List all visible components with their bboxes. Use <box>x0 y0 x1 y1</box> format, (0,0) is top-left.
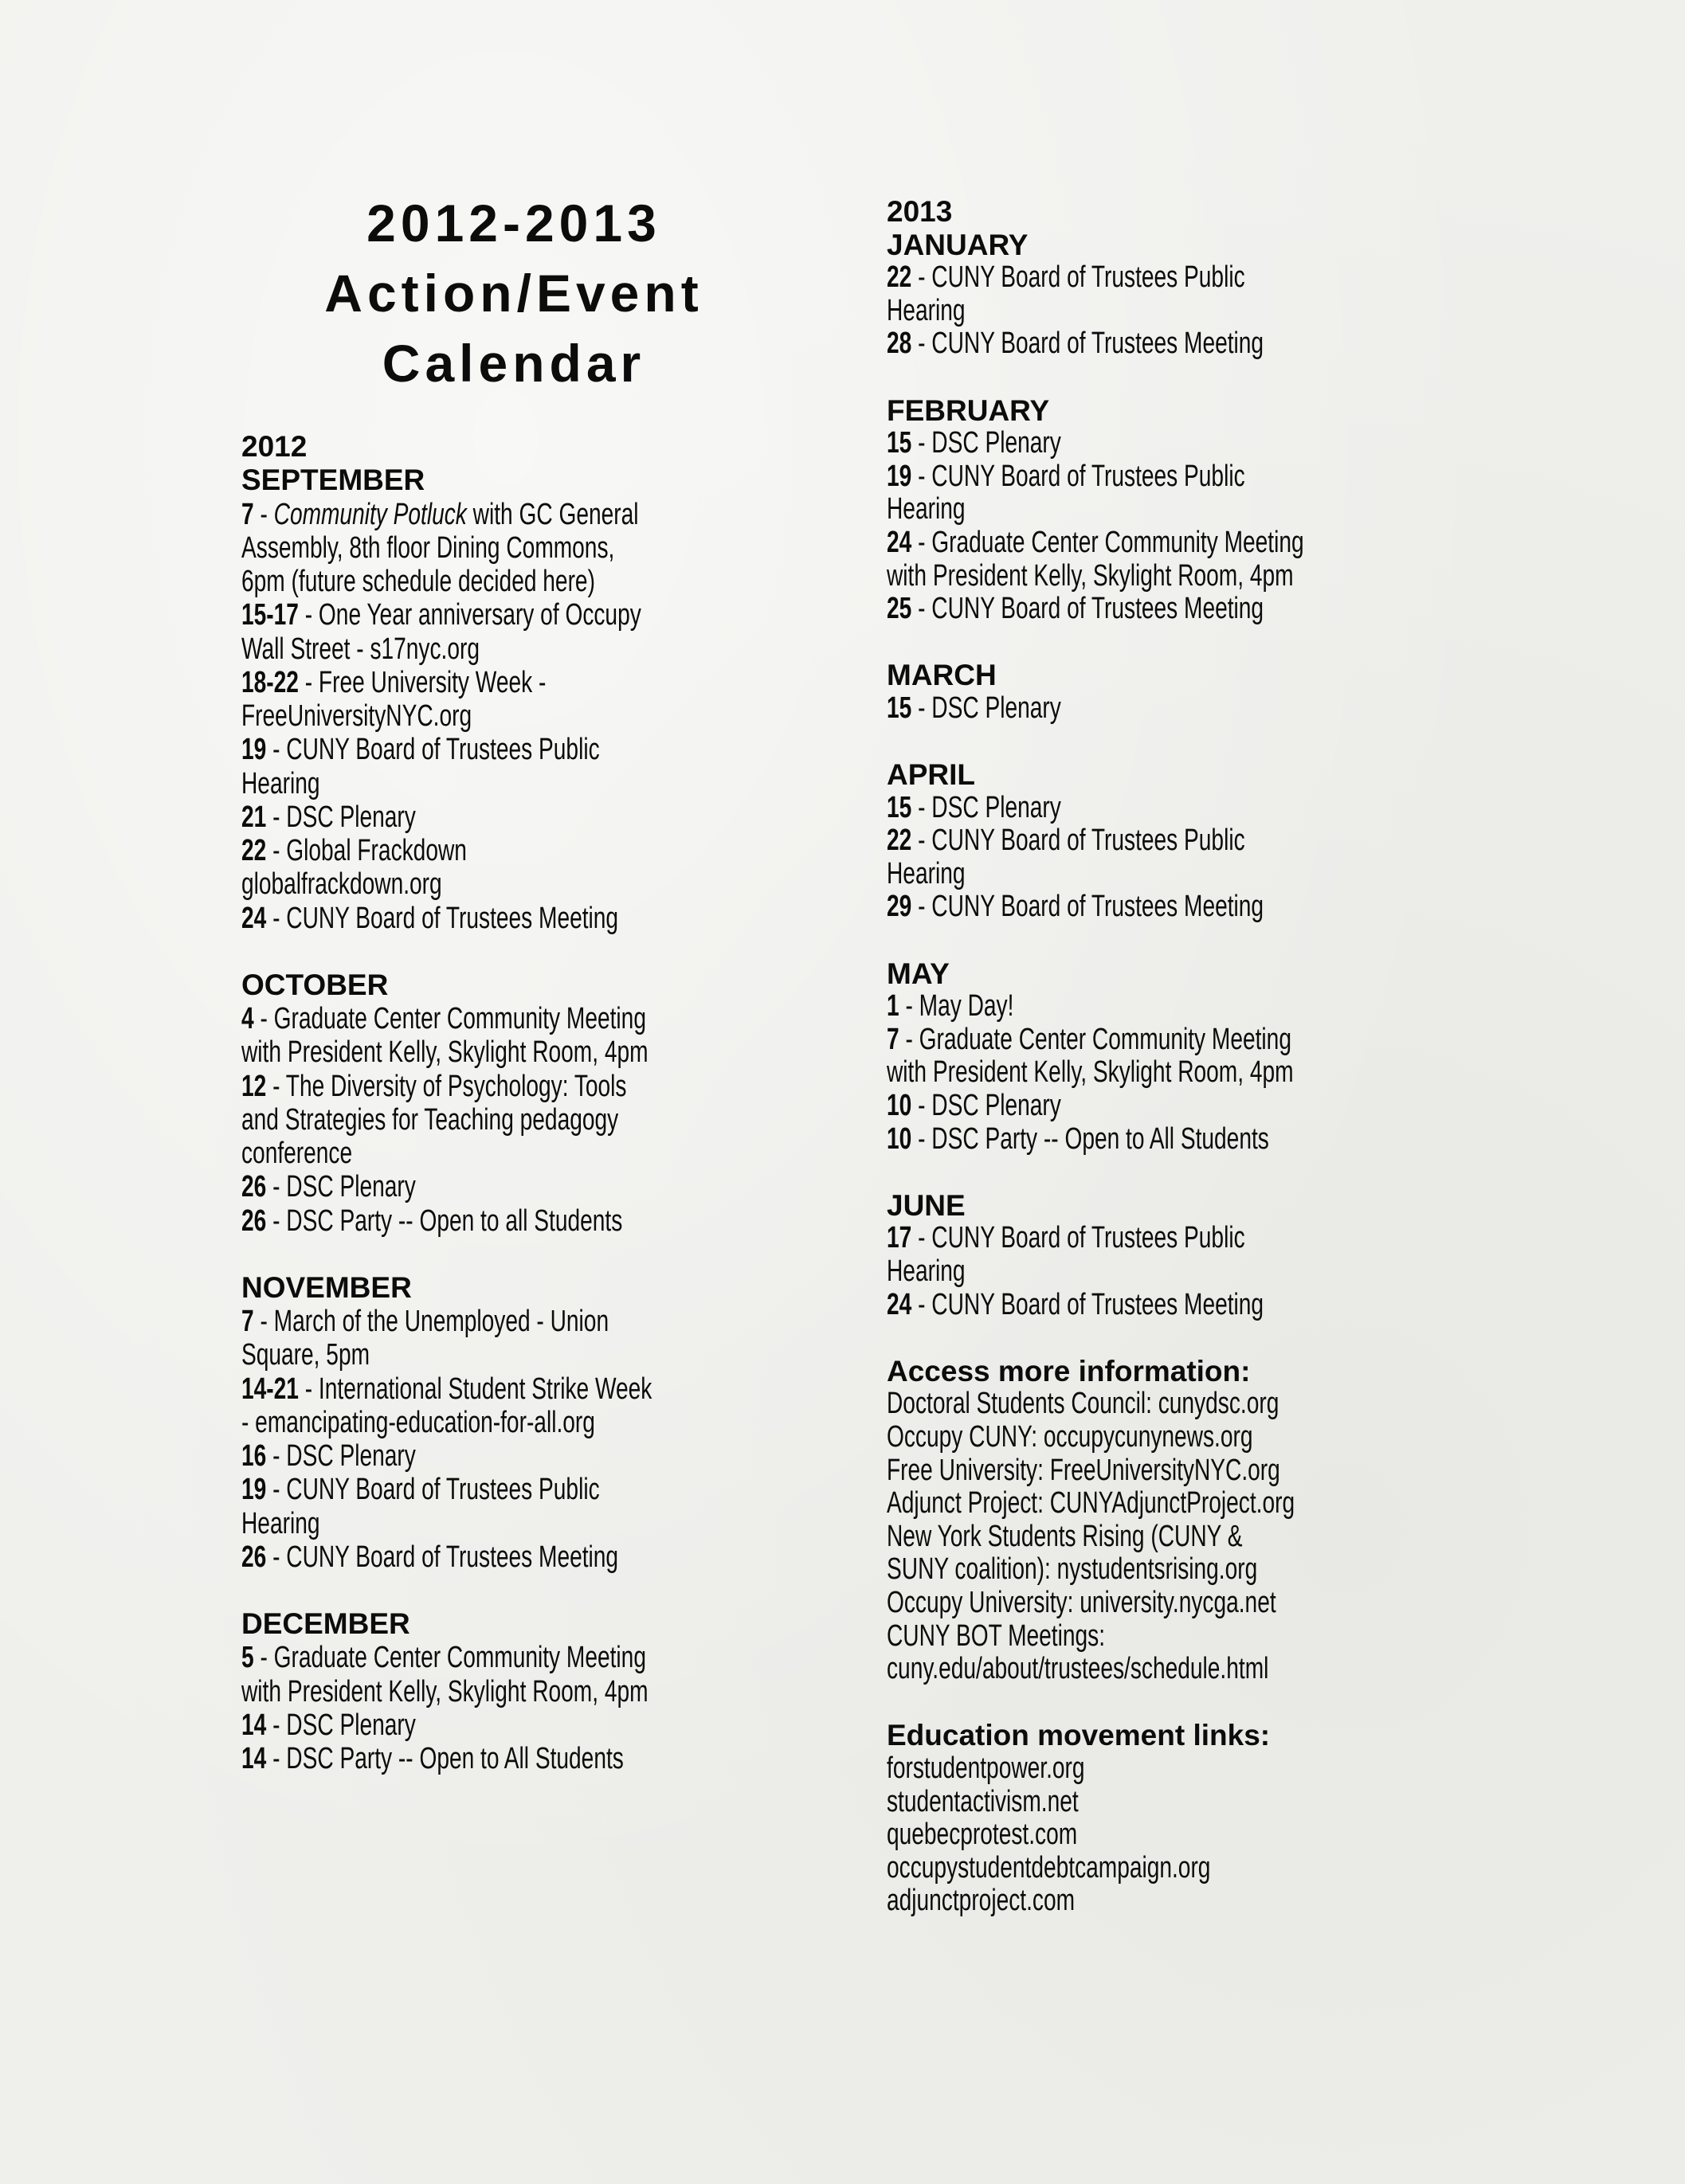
month-heading-september: SEPTEMBER <box>241 464 425 497</box>
month-heading-june: JUNE <box>887 1188 966 1222</box>
month-heading-april: APRIL <box>887 758 975 792</box>
event-nov-7: 7 - March of the Unemployed - Union Square, 5pm <box>241 1305 609 1372</box>
event-sep-21: 21 - DSC Plenary <box>241 800 416 834</box>
event-date: 12 <box>241 1069 267 1103</box>
access-info-list <box>887 1388 1572 1685</box>
year-heading-2013: 2013 <box>887 195 953 228</box>
education-link: occupystudentdebtcampaign.org <box>887 1850 1211 1885</box>
event-date: 10 <box>887 1089 912 1123</box>
event-date: 29 <box>887 890 912 924</box>
access-info-heading: Access more information: <box>887 1354 1251 1388</box>
education-links-heading: Education movement links: <box>887 1719 1271 1752</box>
education-link: adjunctproject.com <box>887 1884 1076 1918</box>
event-date: 10 <box>887 1121 912 1156</box>
event-date: 14 <box>241 1742 267 1775</box>
event-date: 15 <box>887 426 912 460</box>
event-date: 7 <box>241 497 254 531</box>
education-link: quebecprotest.com <box>887 1818 1078 1852</box>
year-heading-2012: 2012 <box>241 430 308 463</box>
event-date: 26 <box>241 1204 267 1238</box>
event-sep-7: 7 - Community Potluck with GC General Assembly, 8th floor Dining Commons, 6pm (future schedule decided here) <box>241 497 639 598</box>
event-date: 19 <box>241 733 267 767</box>
event-may-7: 7 - Graduate Center Community Meeting with President Kelly, Skylight Room, 4pm <box>887 1022 1294 1090</box>
education-links-list <box>887 1752 1572 1918</box>
event-oct-26-party: 26 - DSC Party -- Open to all Students <box>241 1204 623 1238</box>
title-action-event: Action/Event <box>324 264 703 323</box>
event-oct-26-plenary: 26 - DSC Plenary <box>241 1170 416 1204</box>
event-date: 21 <box>241 800 267 834</box>
month-heading-november: NOVEMBER <box>241 1270 412 1304</box>
month-heading-february: FEBRUARY <box>887 393 1050 427</box>
event-sep-22: 22 - Global Frackdown globalfrackdown.org <box>241 834 467 902</box>
event-date: 24 <box>887 525 912 559</box>
event-sep-24: 24 - CUNY Board of Trustees Meeting <box>241 901 619 935</box>
event-jan-28: 28 - CUNY Board of Trustees Meeting <box>887 327 1264 361</box>
event-sep-19: 19 - CUNY Board of Trustees Public Hearing <box>241 733 600 800</box>
event-dec-14-party: 14 - DSC Party -- Open to All Students <box>241 1742 624 1775</box>
event-feb-15: 15 - DSC Plenary <box>887 426 1061 460</box>
month-heading-january: JANUARY <box>887 228 1029 261</box>
event-date: 15 <box>887 790 912 824</box>
event-date: 22 <box>241 834 267 867</box>
access-info-line: Doctoral Students Council: cunydsc.org <box>887 1387 1279 1421</box>
event-date: 17 <box>887 1221 912 1255</box>
education-link: forstudentpower.org <box>887 1751 1085 1785</box>
event-date: 15 <box>887 691 912 725</box>
event-date: 19 <box>241 1473 267 1507</box>
event-sep-18-22: 18-22 - Free University Week - FreeUniversityNYC.org <box>241 665 547 733</box>
access-info-line: Occupy University: university.nycga.net <box>887 1585 1276 1619</box>
event-date: 22 <box>887 260 912 295</box>
event-date: 14 <box>241 1708 267 1742</box>
event-date: 7 <box>887 1022 899 1056</box>
month-heading-march: MARCH <box>887 659 997 692</box>
event-nov-26: 26 - CUNY Board of Trustees Meeting <box>241 1540 619 1574</box>
title-years: 2012-2013 <box>366 194 661 252</box>
event-feb-24: 24 - Graduate Center Community Meeting with President Kelly, Skylight Room, 4pm <box>887 525 1304 593</box>
event-oct-4: 4 - Graduate Center Community Meeting with President Kelly, Skylight Room, 4pm <box>241 1002 649 1070</box>
event-date: 22 <box>887 824 912 858</box>
event-date: 28 <box>887 327 912 361</box>
column-2012 <box>241 430 863 1775</box>
month-heading-may: MAY <box>887 957 950 990</box>
access-info-line: Free University: FreeUniversityNYC.org <box>887 1453 1280 1487</box>
event-date: 15-17 <box>241 598 299 632</box>
event-jun-17: 17 - CUNY Board of Trustees Public Hearing <box>887 1221 1245 1288</box>
access-info-line: cuny.edu/about/trustees/schedule.html <box>887 1652 1269 1686</box>
event-date: 1 <box>887 989 899 1024</box>
event-apr-29: 29 - CUNY Board of Trustees Meeting <box>887 890 1264 924</box>
education-link: studentactivism.net <box>887 1784 1079 1818</box>
event-may-10-party: 10 - DSC Party -- Open to All Students <box>887 1121 1269 1156</box>
event-date: 24 <box>887 1287 912 1321</box>
access-info-line: Occupy CUNY: occupycunynews.org <box>887 1419 1253 1454</box>
event-dec-5: 5 - Graduate Center Community Meeting with President Kelly, Skylight Room, 4pm <box>241 1641 649 1708</box>
event-date: 25 <box>887 592 912 626</box>
event-title-italic: Community Potluck <box>273 497 467 531</box>
event-oct-12: 12 - The Diversity of Psychology: Tools and Strategies for Teaching pedagogy conference <box>241 1069 627 1170</box>
event-feb-25: 25 - CUNY Board of Trustees Meeting <box>887 592 1264 626</box>
event-date: 19 <box>887 459 912 493</box>
event-dec-14-plenary: 14 - DSC Plenary <box>241 1708 416 1742</box>
month-heading-december: DECEMBER <box>241 1607 410 1640</box>
access-info-line: Adjunct Project: CUNYAdjunctProject.org <box>887 1486 1295 1521</box>
month-heading-october: OCTOBER <box>241 968 389 1001</box>
access-info-line: CUNY BOT Meetings: <box>887 1618 1106 1653</box>
access-info-line: New York Students Rising (CUNY & <box>887 1519 1243 1553</box>
event-date: 7 <box>241 1305 254 1338</box>
event-jan-22: 22 - CUNY Board of Trustees Public Hearing <box>887 260 1245 327</box>
access-info-line: SUNY coalition): nystudentsrising.org <box>887 1552 1258 1587</box>
event-date: 24 <box>241 901 267 935</box>
event-jun-24: 24 - CUNY Board of Trustees Meeting <box>887 1287 1264 1321</box>
event-date: 16 <box>241 1439 267 1473</box>
event-date: 18-22 <box>241 665 299 699</box>
event-feb-19: 19 - CUNY Board of Trustees Public Hearing <box>887 459 1245 526</box>
event-date: 26 <box>241 1170 267 1204</box>
event-nov-19: 19 - CUNY Board of Trustees Public Hearing <box>241 1473 600 1540</box>
event-date: 5 <box>241 1641 254 1675</box>
event-apr-22: 22 - CUNY Board of Trustees Public Hearing <box>887 824 1245 890</box>
event-date: 4 <box>241 1002 254 1035</box>
title-calendar: Calendar <box>382 334 646 393</box>
event-sep-15-17: 15-17 - One Year anniversary of Occupy Wall Street - s17nyc.org <box>241 598 641 666</box>
event-may-10-plenary: 10 - DSC Plenary <box>887 1089 1061 1123</box>
column-2013 <box>887 195 1572 1918</box>
event-date: 26 <box>241 1540 267 1574</box>
page-title <box>239 188 789 398</box>
event-nov-14-21: 14-21 - International Student Strike Week - emancipating-education-for-all.org <box>241 1372 652 1439</box>
event-mar-15: 15 - DSC Plenary <box>887 691 1061 725</box>
event-may-1: 1 - May Day! <box>887 989 1014 1024</box>
event-apr-15: 15 - DSC Plenary <box>887 790 1061 824</box>
event-nov-16: 16 - DSC Plenary <box>241 1439 416 1473</box>
event-date: 14-21 <box>241 1372 299 1406</box>
